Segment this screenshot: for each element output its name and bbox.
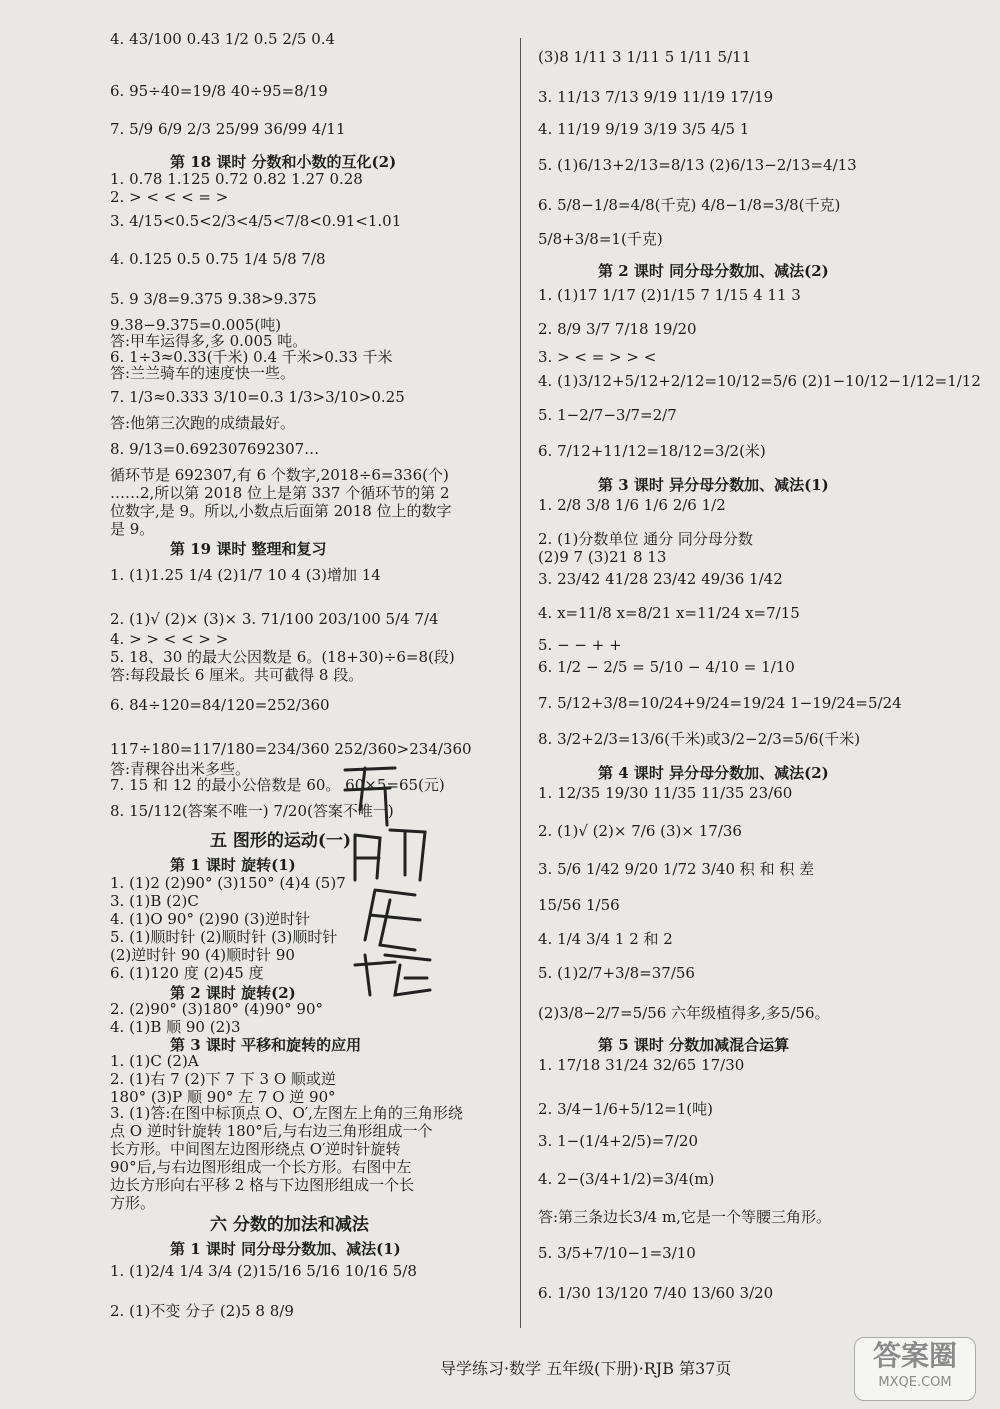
right-line: 6. 1/2 − 2/5 = 5/10 − 4/10 = 1/10 xyxy=(538,658,795,676)
left-line: 1. (1)C (2)A xyxy=(110,1052,199,1070)
right-line: 7. 5/12+3/8=10/24+9/24=19/24 1−19/24=5/24 xyxy=(538,694,902,712)
right-line: 5. (1)6/13+2/13=8/13 (2)6/13−2/13=4/13 xyxy=(538,156,857,174)
right-line: 4. 2−(3/4+1/2)=3/4(m) xyxy=(538,1170,715,1188)
right-line: (2)9 7 (3)21 8 13 xyxy=(538,548,667,566)
right-line: 第 3 课时 异分母分数加、减法(1) xyxy=(598,476,829,494)
right-line: 第 2 课时 同分母分数加、减法(2) xyxy=(598,262,829,280)
right-line: 4. 11/19 9/19 3/19 3/5 4/5 1 xyxy=(538,120,750,138)
right-line: 1. (1)17 1/17 (2)1/15 7 1/15 4 11 3 xyxy=(538,286,801,304)
left-line: 2. (2)90° (3)180° (4)90° 90° xyxy=(110,1000,324,1018)
left-line: 6. 1÷3≈0.33(千米) 0.4 千米>0.33 千米 xyxy=(110,348,393,366)
left-line: 第 18 课时 分数和小数的互化(2) xyxy=(170,153,397,171)
left-line: 2. (1)√ (2)× (3)× 3. 71/100 203/100 5/4 7/4 xyxy=(110,610,439,628)
left-line: 4. (1)O 90° (2)90 (3)逆时针 xyxy=(110,910,311,928)
left-line: 4. > > < < > > xyxy=(110,630,229,648)
left-line: 是 9。 xyxy=(110,520,155,538)
left-line: 第 2 课时 旋转(2) xyxy=(170,984,296,1002)
left-line: ……2,所以第 2018 位上是第 337 个循环节的第 2 xyxy=(110,484,450,502)
left-line: 1. (1)2 (2)90° (3)150° (4)4 (5)7 xyxy=(110,874,346,892)
right-line: 2. (1)分数单位 通分 同分母分数 xyxy=(538,530,753,548)
right-line: 2. (1)√ (2)× 7/6 (3)× 17/36 xyxy=(538,822,742,840)
right-line: 5. − − + + xyxy=(538,636,622,654)
watermark-title: 答案圈 xyxy=(872,1339,957,1372)
left-line: 位数字,是 9。所以,小数点后面第 2018 位上的数字 xyxy=(110,502,452,520)
left-line: 3. (1)答:在图中标顶点 O、O′,左图左上角的三角形绕 xyxy=(110,1104,463,1122)
left-line: 5. 18、30 的最大公因数是 6。(18+30)÷6=8(段) xyxy=(110,648,455,666)
right-line: 15/56 1/56 xyxy=(538,896,620,914)
left-line: 2. (1)右 7 (2)下 7 下 3 O 顺或逆 xyxy=(110,1070,336,1088)
left-line: 6. 84÷120=84/120=252/360 xyxy=(110,696,330,714)
watermark-url: MXQE.COM xyxy=(878,1375,952,1390)
right-line: 2. 3/4−1/6+5/12=1(吨) xyxy=(538,1100,713,1118)
left-line: 1. (1)2/4 1/4 3/4 (2)15/16 5/16 10/16 5/8 xyxy=(110,1262,417,1280)
left-line: 方形。 xyxy=(110,1194,156,1212)
left-line: 边长方形向右平移 2 格与下边图形组成一个长 xyxy=(110,1176,415,1194)
left-line: 1. (1)1.25 1/4 (2)1/7 10 4 (3)增加 14 xyxy=(110,566,381,584)
left-line: 90°后,与右边图形组成一个长方形。右图中左 xyxy=(110,1158,412,1176)
right-line: 6. 5/8−1/8=4/8(千克) 4/8−1/8=3/8(千克) xyxy=(538,196,841,214)
left-line: 答:甲车运得多,多 0.005 吨。 xyxy=(110,332,308,350)
right-line: (3)8 1/11 3 1/11 5 1/11 5/11 xyxy=(538,48,752,66)
column-divider xyxy=(520,38,521,1328)
right-line: 5. (1)2/7+3/8=37/56 xyxy=(538,964,695,982)
left-line: 循环节是 692307,有 6 个数字,2018÷6=336(个) xyxy=(110,466,449,484)
left-line: 点 O 逆时针旋转 180°后,与右边三角形组成一个 xyxy=(110,1122,433,1140)
left-line: 180° (3)P 顺 90° 左 7 O 逆 90° xyxy=(110,1088,336,1106)
right-line: 3. > < = > > < xyxy=(538,348,657,366)
left-line: 4. 43/100 0.43 1/2 0.5 2/5 0.4 xyxy=(110,30,336,48)
left-line: 2. (1)不变 分子 (2)5 8 8/9 xyxy=(110,1302,294,1320)
right-line: 6. 1/30 13/120 7/40 13/60 3/20 xyxy=(538,1284,774,1302)
left-line: 第 1 课时 旋转(1) xyxy=(170,856,296,874)
left-line: 117÷180=117/180=234/360 252/360>234/360 xyxy=(110,740,472,758)
left-line: 长方形。中间图左边图形绕点 O′逆时针旋转 xyxy=(110,1140,401,1158)
right-line: 1. 12/35 19/30 11/35 11/35 23/60 xyxy=(538,784,793,802)
left-line: 答:他第三次跑的成绩最好。 xyxy=(110,414,296,432)
left-line: 第 1 课时 同分母分数加、减法(1) xyxy=(170,1240,401,1258)
right-line: 1. 2/8 3/8 1/6 1/6 2/6 1/2 xyxy=(538,496,726,514)
left-line: 答:每段最长 6 厘米。共可截得 8 段。 xyxy=(110,666,364,684)
left-line: 第 19 课时 整理和复习 xyxy=(170,540,327,558)
left-line: 6. 95÷40=19/8 40÷95=8/19 xyxy=(110,82,328,100)
page-footer: 导学练习·数学 五年级(下册)·RJB 第37页 xyxy=(440,1359,732,1378)
right-line: 4. (1)3/12+5/12+2/12=10/12=5/6 (2)1−10/12−1/12=1/12 xyxy=(538,372,981,390)
left-line: 3. 4/15<0.5<2/3<4/5<7/8<0.91<1.01 xyxy=(110,212,402,230)
left-line: (2)逆时针 90 (4)顺时针 90 xyxy=(110,946,295,964)
left-line: 9.38−9.375=0.005(吨) xyxy=(110,316,282,334)
handwriting-scribble xyxy=(335,750,445,1000)
left-line: 2. > < < < = > xyxy=(110,188,229,206)
right-line: (2)3/8−2/7=5/56 六年级植得多,多5/56。 xyxy=(538,1004,830,1022)
right-line: 5. 1−2/7−3/7=2/7 xyxy=(538,406,677,424)
left-line: 五 图形的运动(一) xyxy=(210,831,352,851)
right-line: 5/8+3/8=1(千克) xyxy=(538,230,663,248)
right-line: 4. x=11/8 x=8/21 x=11/24 x=7/15 xyxy=(538,604,800,622)
right-line: 3. 23/42 41/28 23/42 49/36 1/42 xyxy=(538,570,783,588)
left-line: 第 3 课时 平移和旋转的应用 xyxy=(170,1036,362,1054)
right-line: 答:第三条边长3/4 m,它是一个等腰三角形。 xyxy=(538,1208,831,1226)
left-line: 答:兰兰骑车的速度快一些。 xyxy=(110,364,296,382)
left-line: 8. 15/112(答案不唯一) 7/20(答案不唯一) xyxy=(110,802,394,820)
left-line: 4. 0.125 0.5 0.75 1/4 5/8 7/8 xyxy=(110,250,326,268)
right-line: 3. 1−(1/4+2/5)=7/20 xyxy=(538,1132,698,1150)
left-line: 8. 9/13=0.692307692307… xyxy=(110,440,320,458)
left-line: 3. (1)B (2)C xyxy=(110,892,199,910)
right-line: 3. 11/13 7/13 9/19 11/19 17/19 xyxy=(538,88,774,106)
right-line: 5. 3/5+7/10−1=3/10 xyxy=(538,1244,696,1262)
watermark-logo xyxy=(854,1337,976,1401)
left-line: 答:青稞谷出米多些。 xyxy=(110,760,251,778)
right-line: 第 4 课时 异分母分数加、减法(2) xyxy=(598,764,829,782)
left-line: 5. (1)顺时针 (2)顺时针 (3)顺时针 xyxy=(110,928,338,946)
right-line: 2. 8/9 3/7 7/18 19/20 xyxy=(538,320,697,338)
right-line: 第 5 课时 分数加减混合运算 xyxy=(598,1036,790,1054)
right-line: 1. 17/18 31/24 32/65 17/30 xyxy=(538,1056,745,1074)
right-line: 8. 3/2+2/3=13/6(千米)或3/2−2/3=5/6(千米) xyxy=(538,730,861,748)
left-line: 1. 0.78 1.125 0.72 0.82 1.27 0.28 xyxy=(110,170,363,188)
right-line: 6. 7/12+11/12=18/12=3/2(米) xyxy=(538,442,766,460)
right-line: 3. 5/6 1/42 9/20 1/72 3/40 积 和 积 差 xyxy=(538,860,815,878)
left-line: 7. 1/3≈0.333 3/10=0.3 1/3>3/10>0.25 xyxy=(110,388,405,406)
left-line: 六 分数的加法和减法 xyxy=(210,1215,369,1235)
left-line: 7. 15 和 12 的最小公倍数是 60。 60×5=65(元) xyxy=(110,776,445,794)
right-line: 4. 1/4 3/4 1 2 和 2 xyxy=(538,930,673,948)
left-line: 5. 9 3/8=9.375 9.38>9.375 xyxy=(110,290,317,308)
left-line: 7. 5/9 6/9 2/3 25/99 36/99 4/11 xyxy=(110,120,346,138)
left-line: 4. (1)B 顺 90 (2)3 xyxy=(110,1018,241,1036)
left-line: 6. (1)120 度 (2)45 度 xyxy=(110,964,264,982)
